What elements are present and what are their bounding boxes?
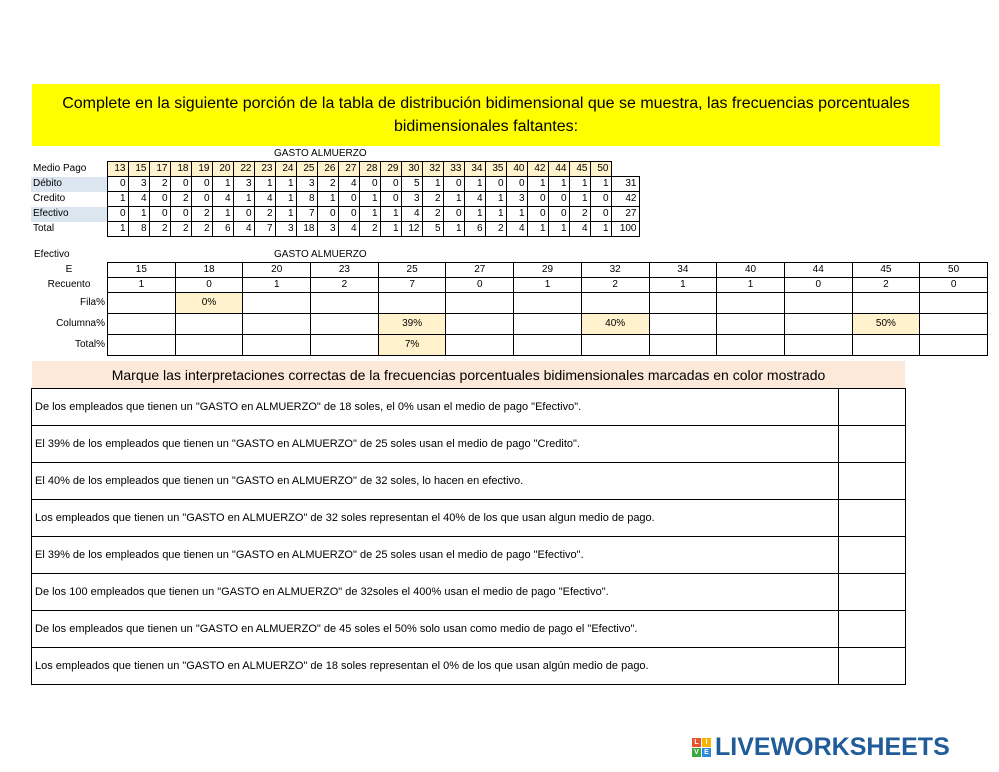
table-cell: 12: [401, 222, 422, 237]
table-cell: 1: [107, 222, 128, 237]
column-header: 29: [380, 162, 401, 177]
table-cell: 1: [569, 192, 590, 207]
table-cell: 1: [359, 192, 380, 207]
table-cell: 8: [128, 222, 149, 237]
column-header: 27: [446, 263, 514, 278]
answer-checkbox[interactable]: [839, 537, 906, 574]
column-header: 15: [128, 162, 149, 177]
statement-text: El 39% de los empleados que tienen un "GASTO en ALMUERZO" de 25 soles usan el medio de pago "Efectivo".: [32, 537, 839, 574]
columna-cell: 50%: [852, 314, 920, 335]
statement-row: [32, 648, 906, 685]
statement-row: [32, 574, 906, 611]
column-header: 27: [338, 162, 359, 177]
table-cell: 1: [275, 177, 296, 192]
answer-checkbox[interactable]: [839, 500, 906, 537]
count-cell: 1: [717, 278, 785, 293]
column-header: 30: [401, 162, 422, 177]
logo-text: LIVEWORKSHEETS: [715, 733, 950, 761]
table-cell: 0: [485, 177, 506, 192]
table-cell: 7: [296, 207, 317, 222]
table-cell: 0: [338, 192, 359, 207]
table-cell: 6: [212, 222, 233, 237]
table-cell: 1: [212, 207, 233, 222]
table-cell: 0: [527, 192, 548, 207]
columna-cell: [649, 314, 717, 335]
table-cell: 0: [590, 207, 611, 222]
liveworksheets-logo-icon: [692, 738, 711, 757]
total-cell: [175, 335, 243, 356]
table-cell: 4: [506, 222, 527, 237]
table-cell: 2: [569, 207, 590, 222]
table-cell: 3: [401, 192, 422, 207]
table2-title: Efectivo: [34, 249, 70, 260]
table1-group-label: GASTO ALMUERZO: [274, 148, 367, 159]
statement-text: Los empleados que tienen un "GASTO en ALMUERZO" de 18 soles representan el 0% de los que usan algún medio de pago.: [32, 648, 839, 685]
column-header: 28: [359, 162, 380, 177]
table-cell: 4: [338, 177, 359, 192]
columna-row: [31, 314, 987, 335]
distribution-table: [31, 161, 640, 237]
column-header: 34: [464, 162, 485, 177]
fila-cell: [446, 293, 514, 314]
count-cell: 1: [108, 278, 176, 293]
efectivo-table: [31, 262, 988, 356]
column-header: 32: [422, 162, 443, 177]
total-cell: [446, 335, 514, 356]
table-cell: 0: [149, 192, 170, 207]
row-header: Fila%: [79, 297, 105, 308]
row-header: Débito: [31, 177, 107, 192]
answer-checkbox[interactable]: [839, 463, 906, 500]
logo-icon-letter: I: [702, 738, 711, 747]
table-cell: 0: [191, 177, 212, 192]
table-cell: 3: [296, 177, 317, 192]
logo-icon-letter: V: [692, 748, 701, 757]
table-cell: 1: [464, 207, 485, 222]
total-cell: [784, 335, 852, 356]
table-cell: 1: [317, 192, 338, 207]
table-cell: 1: [254, 177, 275, 192]
column-header: 29: [514, 263, 582, 278]
statement-text: De los 100 empleados que tienen un "GASTO en ALMUERZO" de 32soles el 400% usan el medio de pago "Efectivo".: [32, 574, 839, 611]
table-cell: 1: [107, 192, 128, 207]
table-cell: 2: [170, 192, 191, 207]
fila-cell: [920, 293, 988, 314]
column-header: 50: [590, 162, 611, 177]
table-cell: 4: [401, 207, 422, 222]
table-cell: 4: [569, 222, 590, 237]
table-cell: 0: [149, 207, 170, 222]
columna-cell: [717, 314, 785, 335]
row-header: Total: [33, 223, 55, 234]
table-cell: 0: [233, 207, 254, 222]
fila-cell: [108, 293, 176, 314]
table-cell: 1: [485, 207, 506, 222]
columna-cell: 40%: [581, 314, 649, 335]
table-cell: 1: [485, 192, 506, 207]
total-cell: 7%: [378, 335, 446, 356]
table-cell: 4: [233, 222, 254, 237]
answer-checkbox[interactable]: [839, 648, 906, 685]
table-cell: 8: [296, 192, 317, 207]
statement-text: De los empleados que tienen un "GASTO en ALMUERZO" de 45 soles el 50% solo usan como medio de pago el "Efectivo".: [32, 611, 839, 648]
logo-icon-letter: E: [702, 748, 711, 757]
total-cell: [852, 335, 920, 356]
table-cell: 3: [275, 222, 296, 237]
row-total: 100: [611, 222, 639, 237]
total-row: [31, 335, 987, 356]
interpretation-subtitle: Marque las interpretaciones correctas de la frecuencias porcentuales bidimensionales marcadas en color mostrado: [32, 361, 905, 388]
column-header: 18: [175, 263, 243, 278]
column-header: 15: [108, 263, 176, 278]
row-header: Efectivo: [31, 207, 107, 222]
columna-cell: [784, 314, 852, 335]
fila-cell: [581, 293, 649, 314]
total-cell: [514, 335, 582, 356]
fila-cell: [852, 293, 920, 314]
count-row: [31, 278, 987, 293]
table-cell: 18: [296, 222, 317, 237]
column-header: 45: [569, 162, 590, 177]
count-cell: 0: [920, 278, 988, 293]
table-cell: 0: [380, 177, 401, 192]
table-cell: 0: [506, 177, 527, 192]
table-row: [31, 222, 639, 237]
table-cell: 0: [170, 207, 191, 222]
table-cell: 1: [380, 222, 401, 237]
column-header: 25: [378, 263, 446, 278]
column-header: 33: [443, 162, 464, 177]
column-header: 44: [784, 263, 852, 278]
total-cell: [649, 335, 717, 356]
total-cell: [717, 335, 785, 356]
table-cell: 0: [317, 207, 338, 222]
answer-checkbox[interactable]: [839, 426, 906, 463]
table-cell: 3: [128, 177, 149, 192]
statement-row: [32, 537, 906, 574]
row-header: Total%: [74, 339, 105, 350]
columna-cell: [514, 314, 582, 335]
table-cell: 2: [170, 222, 191, 237]
count-cell: 0: [446, 278, 514, 293]
row-header: Recuento: [47, 279, 91, 290]
columna-cell: [243, 314, 311, 335]
table-cell: 0: [170, 177, 191, 192]
table-cell: 1: [527, 177, 548, 192]
fila-cell: [378, 293, 446, 314]
table-cell: 0: [527, 207, 548, 222]
count-cell: 2: [852, 278, 920, 293]
table-cell: 4: [128, 192, 149, 207]
table-cell: 2: [422, 192, 443, 207]
statements-table: [31, 388, 906, 685]
column-header: 22: [233, 162, 254, 177]
table-cell: 0: [443, 177, 464, 192]
statement-row: [32, 389, 906, 426]
row-header: Columna%: [56, 318, 105, 329]
table-row: [31, 207, 639, 222]
table-cell: 2: [149, 222, 170, 237]
table-cell: 6: [464, 222, 485, 237]
columna-cell: [920, 314, 988, 335]
table-cell: 1: [506, 207, 527, 222]
statement-row: [32, 611, 906, 648]
column-header: 40: [506, 162, 527, 177]
table-cell: 1: [590, 177, 611, 192]
liveworksheets-logo: [692, 733, 950, 762]
column-header: 23: [311, 263, 379, 278]
table-cell: 2: [359, 222, 380, 237]
empty-cell: [611, 162, 639, 177]
table-cell: 1: [569, 177, 590, 192]
column-header: 25: [296, 162, 317, 177]
column-header: 32: [581, 263, 649, 278]
column-header: 23: [254, 162, 275, 177]
statement-text: El 40% de los empleados que tienen un "GASTO en ALMUERZO" de 32 soles, lo hacen en efectivo.: [32, 463, 839, 500]
instruction-title: Complete en la siguiente porción de la tabla de distribución bidimensional que se muestra, las frecuencias porcentuales bidimensionales faltantes:: [32, 84, 940, 146]
count-cell: 1: [514, 278, 582, 293]
row-total: 27: [611, 207, 639, 222]
table-cell: 1: [233, 192, 254, 207]
table1-header-row: [31, 162, 639, 177]
answer-checkbox[interactable]: [839, 611, 906, 648]
table-cell: 0: [107, 207, 128, 222]
table-cell: 1: [548, 222, 569, 237]
table-cell: 0: [548, 192, 569, 207]
table-cell: 2: [191, 207, 212, 222]
table-cell: 2: [485, 222, 506, 237]
column-header: 26: [317, 162, 338, 177]
row-header: Credito: [33, 193, 66, 204]
row-total: 31: [611, 177, 639, 192]
table-cell: 0: [191, 192, 212, 207]
statement-text: Los empleados que tienen un "GASTO en ALMUERZO" de 32 soles representan el 40% de los que usan algun medio de pago.: [32, 500, 839, 537]
table-cell: 0: [338, 207, 359, 222]
logo-icon-letter: L: [692, 738, 701, 747]
column-header: 45: [852, 263, 920, 278]
table-cell: 2: [149, 177, 170, 192]
statement-row: [32, 426, 906, 463]
table-cell: 1: [527, 222, 548, 237]
table-cell: 0: [359, 177, 380, 192]
count-cell: 7: [378, 278, 446, 293]
statement-row: [32, 500, 906, 537]
columna-cell: [311, 314, 379, 335]
answer-checkbox[interactable]: [839, 389, 906, 426]
table-cell: 3: [233, 177, 254, 192]
table-cell: 4: [212, 192, 233, 207]
row-header: Medio Pago: [33, 163, 87, 174]
column-header: 44: [548, 162, 569, 177]
fila-cell: [514, 293, 582, 314]
column-header: 20: [243, 263, 311, 278]
fila-cell: [649, 293, 717, 314]
table-cell: 1: [380, 207, 401, 222]
table-row: [31, 192, 639, 207]
table-cell: 1: [359, 207, 380, 222]
table-cell: 1: [128, 207, 149, 222]
count-cell: 2: [581, 278, 649, 293]
row-header: E: [65, 264, 73, 275]
fila-cell: [717, 293, 785, 314]
column-header: 20: [212, 162, 233, 177]
table-cell: 1: [548, 177, 569, 192]
table-cell: 3: [317, 222, 338, 237]
total-cell: [243, 335, 311, 356]
statement-text: De los empleados que tienen un "GASTO en ALMUERZO" de 18 soles, el 0% usan el medio de pago "Efectivo".: [32, 389, 839, 426]
table-cell: 0: [107, 177, 128, 192]
column-header: 19: [191, 162, 212, 177]
answer-checkbox[interactable]: [839, 574, 906, 611]
columna-cell: 39%: [378, 314, 446, 335]
total-cell: [108, 335, 176, 356]
table2-group-label: GASTO ALMUERZO: [274, 249, 367, 260]
table-cell: 0: [590, 192, 611, 207]
table-cell: 4: [254, 192, 275, 207]
table-cell: 1: [422, 177, 443, 192]
total-cell: [920, 335, 988, 356]
column-header: 24: [275, 162, 296, 177]
table-cell: 4: [464, 192, 485, 207]
count-cell: 1: [649, 278, 717, 293]
column-header: 13: [107, 162, 128, 177]
total-cell: [581, 335, 649, 356]
column-header: 18: [170, 162, 191, 177]
fila-cell: [784, 293, 852, 314]
table-cell: 1: [590, 222, 611, 237]
statement-text: El 39% de los empleados que tienen un "GASTO en ALMUERZO" de 25 soles usan el medio de pago "Credito".: [32, 426, 839, 463]
table-cell: 4: [338, 222, 359, 237]
count-cell: 0: [175, 278, 243, 293]
table-cell: 2: [317, 177, 338, 192]
columna-cell: [108, 314, 176, 335]
table-cell: 3: [506, 192, 527, 207]
columna-cell: [446, 314, 514, 335]
table-cell: 5: [422, 222, 443, 237]
table-cell: 1: [443, 192, 464, 207]
column-header: 42: [527, 162, 548, 177]
count-cell: 1: [243, 278, 311, 293]
table-cell: 2: [191, 222, 212, 237]
column-header: 50: [920, 263, 988, 278]
fila-row: [31, 293, 987, 314]
statement-row: [32, 463, 906, 500]
table-cell: 1: [443, 222, 464, 237]
column-header: 35: [485, 162, 506, 177]
table-row: [31, 177, 639, 192]
header-row: [31, 263, 987, 278]
total-cell: [311, 335, 379, 356]
fila-cell: [311, 293, 379, 314]
table-cell: 0: [548, 207, 569, 222]
table-cell: 1: [275, 192, 296, 207]
row-total: 42: [611, 192, 639, 207]
table-cell: 1: [212, 177, 233, 192]
table-cell: 0: [380, 192, 401, 207]
count-cell: 0: [784, 278, 852, 293]
table-cell: 0: [443, 207, 464, 222]
fila-cell: [243, 293, 311, 314]
table-cell: 1: [464, 177, 485, 192]
table-cell: 5: [401, 177, 422, 192]
table-cell: 2: [422, 207, 443, 222]
table-cell: 2: [254, 207, 275, 222]
table-cell: 1: [275, 207, 296, 222]
count-cell: 2: [311, 278, 379, 293]
columna-cell: [175, 314, 243, 335]
column-header: 40: [717, 263, 785, 278]
column-header: 17: [149, 162, 170, 177]
column-header: 34: [649, 263, 717, 278]
table-cell: 7: [254, 222, 275, 237]
fila-cell: 0%: [175, 293, 243, 314]
